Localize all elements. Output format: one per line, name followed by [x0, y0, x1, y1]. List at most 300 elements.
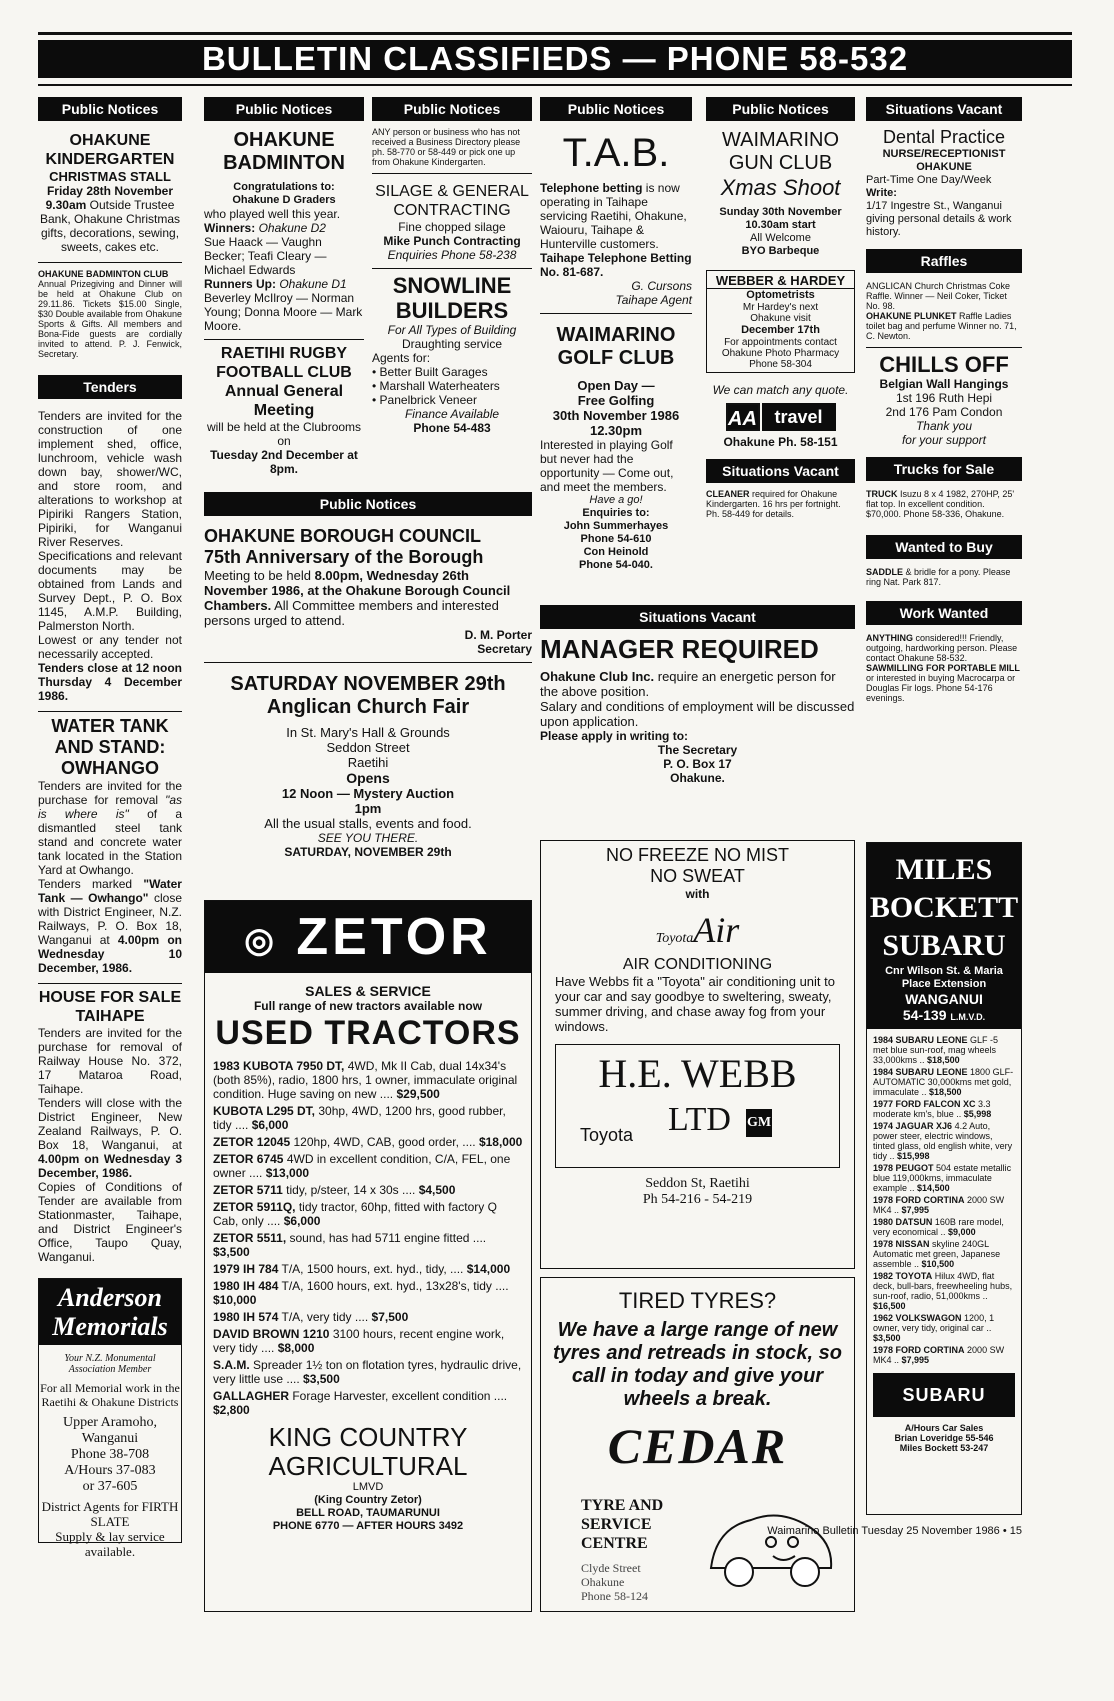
wt-p2c: close with District Engineer, N.Z. Railways, P. O. Box 18, Wanganui at: [38, 891, 183, 947]
tab-sig1: G. Cursons: [631, 279, 692, 293]
fair-l4: Opens: [346, 770, 390, 786]
bd-rteam: Ohakune D1: [279, 277, 347, 291]
snowline-fin: Finance Available: [404, 407, 500, 421]
tractor-price: $18,000: [478, 1135, 523, 1149]
rugby-when: Tuesday 2nd December at 8pm.: [210, 448, 358, 476]
miles-bockett-header: [867, 843, 1021, 1029]
car-desc: skyline 240GL Automatic met green, Japanese assemble: [873, 1239, 1001, 1269]
tractor-desc: T/A, 1600 hours, ext. hyd., 13x28's, tidy: [281, 1279, 492, 1293]
column-4: [866, 97, 1022, 703]
tractor-desc: tidy tractor, 60hp, fitted with factory Q Cab, only: [213, 1200, 497, 1228]
tractor-item: ZETOR 5511, sound, has had 5711 engine fitted .... $3,500: [213, 1231, 487, 1259]
tractor-price: $3,500: [213, 1245, 250, 1259]
tractor-desc: T/A, 1500 hours, ext. hyd., tidy,: [281, 1262, 447, 1276]
webber-l2: Mr Hardey's next: [742, 302, 819, 313]
golf-notice: [540, 324, 692, 572]
watertank-title: WATER TANK AND STAND: OWHANGO: [51, 716, 169, 778]
car-price: $16,500: [873, 1301, 906, 1311]
anderson-l6: A/Hours 37-083: [64, 1463, 156, 1478]
toyota-script: Toyota: [655, 931, 694, 946]
car-desc: 160B rare model, very economical: [873, 1217, 1004, 1237]
manager-p3: Please apply in writing to:: [540, 729, 689, 743]
silage-l2: Mike Punch Contracting: [383, 234, 521, 248]
tractor-desc: T/A, very tidy: [281, 1310, 352, 1324]
fair-l5: 12 Noon — Mystery Auction: [281, 786, 455, 801]
car-item: 1982 TOYOTA Hilux 4WD, flat deck, bull-bars, freewheeling hubs, sun-roof, radio, 51,000kms .. $16,500: [873, 1271, 1013, 1311]
tractor-price: $29,500: [396, 1087, 440, 1101]
chills-off-ad: [866, 352, 1022, 447]
truck-t: Isuzu 8 x 4 1982, 270HP, 25' flat top. In excellent condition. $70,000. Phone 58-336, Ohakune.: [866, 489, 1015, 519]
car-name: 1978 NISSAN: [873, 1239, 930, 1249]
webber-l6: Phone 58-304: [749, 359, 812, 370]
car-item: 1984 SUBARU LEONE 1800 GLF-AUTOMATIC 30,000kms met gold, immaculate .. $18,500: [873, 1067, 1014, 1097]
silage-l1: Fine chopped silage: [398, 220, 506, 234]
fair-notice: [204, 673, 532, 859]
snowline-b2: Marshall Waterheaters: [379, 379, 500, 393]
kinder-time: 9.30am: [45, 198, 87, 212]
freeze-ac: AIR CONDITIONING: [622, 956, 773, 973]
snowline-ph: Phone 54-483: [413, 421, 491, 435]
zetor-range: Full range of new tractors available now: [253, 999, 483, 1013]
badminton-notice: [204, 129, 364, 333]
zetor-ad: [204, 900, 532, 1612]
tractor-price: $10,000: [213, 1293, 257, 1307]
freeze-ph: Ph 54-216 - 54-219: [642, 1192, 753, 1207]
car-price: $5,998: [963, 1109, 992, 1119]
badminton-played: who played well this year.: [204, 207, 341, 221]
tractor-name: ZETOR 12045: [213, 1135, 291, 1149]
tab-b3: Taihape Telephone Betting No. 81-687.: [540, 251, 692, 279]
situations-vacant-header: Situations Vacant: [706, 459, 855, 483]
house-p3: Copies of Conditions of Tender are available from Stationmaster, Taihape, and District Engineer's Office, Taupo Quay, Wanganui.: [38, 1180, 182, 1264]
rugby-notice: [204, 344, 364, 476]
car-desc: 2000 SW MK4: [873, 1345, 1005, 1365]
gun-l4: BYO Barbeque: [741, 245, 820, 257]
public-notices-header: Public Notices: [38, 97, 182, 121]
tractor-desc: sound, has had 5711 engine fitted: [289, 1231, 470, 1245]
tractor-price: $2,800: [213, 1403, 250, 1417]
chills-l1: 1st 196 Ruth Hepi: [895, 391, 993, 405]
badminton-congrats: Congratulations to:: [233, 181, 335, 193]
webber-l5: For appointments contact Ohakune Photo Pharmacy: [721, 337, 840, 359]
house-sale-notice: [38, 988, 182, 1264]
car-item: 1977 FORD FALCON XC 3.3 moderate km's, blue .. $5,998: [873, 1099, 992, 1119]
anderson-memorials-ad: [38, 1278, 182, 1559]
fair-l3: Raetihi: [347, 755, 389, 770]
car-desc: GLF -5 met blue sun-roof, mag wheels 33,000kms: [873, 1035, 999, 1065]
car-desc: 2000 SW MK4: [873, 1195, 1005, 1215]
car-item: 1962 VOLKSWAGON 1200, 1 owner, very tidy, original car .. $3,500: [873, 1313, 995, 1343]
fair-t1: SATURDAY NOVEMBER 29th: [230, 673, 506, 695]
work-wanted-header: Work Wanted: [866, 601, 1022, 625]
car-item: 1978 PEUGOT 504 estate metallic blue 119,000kms, immaculate example .. $14,500: [873, 1163, 1012, 1193]
zetor-lmvd: LMVD: [352, 1481, 384, 1493]
zetor-logo: [205, 901, 531, 973]
car-item: 1984 SUBARU LEONE GLF -5 met blue sun-roof, mag wheels 33,000kms .. $18,500: [873, 1035, 999, 1065]
page-footer: Waimarino Bulletin Tuesday 25 November 1986 • 15: [767, 1525, 1022, 1537]
borough-t1: OHAKUNE BOROUGH COUNCIL: [204, 526, 481, 546]
car-name: 1984 SUBARU LEONE: [873, 1035, 968, 1045]
tractor-item: ZETOR 6745 4WD in excellent condition, C/A, FEL, one owner .... $13,000: [213, 1152, 511, 1180]
tenders-header: Tenders: [38, 375, 182, 399]
tractor-item: S.A.M. Spreader 1½ ton on flotation tyres, hydraulic drive, very little use .... $3,500: [213, 1358, 522, 1386]
anderson-title-1: Anderson: [57, 1283, 163, 1312]
manager-a1: The Secretary: [657, 743, 738, 757]
gun-l1: Sunday 30th November: [719, 206, 842, 218]
subaru-logo: SUBARU: [873, 1373, 1015, 1417]
tab-b2: is now operating in Taihape servicing Raetihi, Ohakune, Waiouru, Taihape & Hunterville customers.: [540, 181, 687, 251]
tractor-desc: 120hp, 4WD, CAB, good order,: [293, 1135, 459, 1149]
manager-p2: Salary and conditions of employment will be discussed upon application.: [540, 699, 855, 729]
car-desc: 4.2 Auto, power steer, electric windows, tinted glass, old english white, very tidy: [873, 1121, 1013, 1161]
freeze-t1: NO FREEZE NO MIST: [605, 845, 789, 865]
miles-m3: SUBARU: [882, 929, 1006, 962]
car-name: 1982 TOYOTA: [873, 1271, 933, 1281]
car-item: 1978 FORD CORTINA 2000 SW MK4 .. $7,995: [873, 1195, 1005, 1215]
anderson-l5: Phone 38-708: [70, 1447, 150, 1462]
house-p2b: 4.00pm on Wednesday 3 December, 1986.: [38, 1152, 182, 1180]
car-desc: Hilux 4WD, flat deck, bull-bars, freewheeling hubs, sun-roof, radio, 51,000kms: [873, 1271, 1013, 1301]
gun-l3: All Welcome: [750, 232, 811, 244]
directory-notice: ANY person or business who has not received a Business Directory please ph. 58-770 or 58-449 or pick one up from Ohakune Kindergarten.: [372, 127, 521, 167]
dental-l3: Part-Time One Day/Week: [866, 174, 992, 186]
zetor-phone: PHONE 6770 — AFTER HOURS 3492: [272, 1520, 464, 1532]
cedar-ad: [540, 1277, 855, 1612]
gun-club-notice: [706, 129, 855, 258]
public-notices-header: Public Notices: [372, 97, 532, 121]
miles-a2: Place Extension: [901, 978, 987, 990]
truck-n: TRUCK: [866, 489, 898, 499]
tab-b1: Telephone betting: [540, 181, 643, 195]
work-n: ANYTHING: [866, 633, 913, 643]
fair-t2: Anglican Church Fair: [266, 696, 470, 718]
chills-l4: for your support: [901, 433, 987, 447]
fair-l1: In St. Mary's Hall & Grounds: [286, 725, 450, 740]
fair-l7: All the usual stalls, events and food.: [264, 816, 472, 831]
webber-l3: Ohakune visit: [750, 313, 811, 324]
chills-sub: Belgian Wall Hangings: [879, 377, 1009, 391]
dental-ad: [866, 127, 1022, 239]
hewebb-ltd: LTD: [668, 1101, 731, 1138]
borough-notice: [204, 526, 532, 656]
miles-m2: BOCKETT: [869, 891, 1019, 924]
miles-m1: MILES: [895, 853, 993, 886]
raffle-t3: Raffle Ladies toilet bag and perfume Winner no. 71, C. Newton.: [866, 311, 1017, 341]
borough-b3: All Committee members and interested persons urged to attend.: [204, 598, 499, 628]
tractor-item: 1980 IH 484 T/A, 1600 hours, ext. hyd., 13x28's, tidy .... $10,000: [213, 1279, 509, 1307]
tractor-price: $6,000: [283, 1214, 321, 1228]
webber-l4: December 17th: [741, 324, 820, 336]
tractor-item: 1979 IH 784 T/A, 1500 hours, ext. hyd., tidy, .... $14,000: [213, 1262, 511, 1276]
tractor-price: $6,000: [251, 1118, 289, 1132]
golf-e2: Phone 54-610: [580, 533, 652, 545]
miles-a1: Cnr Wilson St. & Maria: [885, 965, 1003, 977]
car-item: 1978 FORD CORTINA 2000 SW MK4 .. $7,995: [873, 1345, 1005, 1365]
public-notices-header: Public Notices: [204, 492, 532, 516]
tractor-desc: 4WD, Mk II Cab, dual 14x34's (both 85%), radio, 1800 hrs, 1 owner, immaculate original condition. Huge saving on new: [213, 1059, 518, 1101]
silage-l3: Enquiries Phone 58-238: [387, 248, 517, 262]
hewebb-toyota: Toyota: [580, 1125, 634, 1145]
tenders-p4: Tenders close at 12 noon Thursday 4 December 1986.: [38, 661, 182, 703]
manager-a2: P. O. Box 17: [663, 757, 732, 771]
raffles-header: Raffles: [866, 249, 1022, 273]
tenders-p1: Tenders are invited for the construction of one implement shed, office, lunchroom, vehicle wash down bay, shower/WC, and store room, and alterations to workshop at Pipiriki Rangers Station, Pipiriki, for Wanganui River Reserves.: [38, 409, 182, 549]
chills-l3: Thank you: [915, 419, 973, 433]
car-name: 1978 FORD CORTINA: [873, 1345, 965, 1355]
car-name: 1974 JAGUAR XJ6: [873, 1121, 953, 1131]
fair-l2: Seddon Street: [326, 740, 410, 755]
house-title: HOUSE FOR SALE TAIHAPE: [38, 989, 182, 1025]
wt-p2b: "Water Tank — Owhango": [38, 877, 182, 905]
webber-title: WEBBER & HARDEY: [707, 273, 854, 289]
manager-title: MANAGER REQUIRED: [540, 634, 819, 664]
tenders-p2: Specifications and relevant documents may be obtained from Lands and Survey Dept., P. O. Box 1145, A.M.P. Building, Palmerston North.: [38, 549, 182, 633]
snowline-ad: SNOWLINE BUILDERS For All Types of Building Draughting service Agents for: • Better Built Garages • Marshall Waterheaters • Panelbrick Veneer Finance Available Phone 54-483: [372, 273, 532, 435]
rugby-t2: Annual General Meeting: [224, 383, 344, 419]
webber-l1: Optometrists: [746, 289, 815, 301]
rugby-body: will be held at the Clubrooms on: [206, 420, 362, 448]
cartoon-car-icon: [701, 1498, 841, 1598]
tractor-item: 1980 IH 574 T/A, very tidy .... $7,500: [213, 1310, 409, 1324]
manager-a3: Ohakune.: [670, 771, 725, 785]
golf-l3: 30th November 1986: [552, 408, 680, 423]
tractor-item: ZETOR 5911Q, tidy tractor, 60hp, fitted with factory Q Cab, only .... $6,000: [213, 1200, 497, 1228]
anderson-l8: District Agents for FIRTH SLATE: [41, 1499, 179, 1529]
badminton-graders: Ohakune D Graders: [232, 194, 336, 206]
manager-p1a: Ohakune Club Inc.: [540, 669, 655, 684]
car-desc: 504 estate metallic blue 119,000kms, immaculate example: [873, 1163, 1012, 1193]
aa-travel-ad: [706, 383, 855, 449]
snowline-title: SNOWLINE BUILDERS: [392, 273, 512, 323]
badminton-title: OHAKUNE BADMINTON: [223, 129, 345, 174]
car-price: $7,995: [901, 1355, 930, 1365]
car-price: $7,995: [901, 1205, 930, 1215]
trucks-header: Trucks for Sale: [866, 457, 1022, 481]
toyota-air-logo: [541, 909, 854, 951]
tractor-name: GALLAGHER: [213, 1389, 289, 1403]
golf-l4: 12.30pm: [589, 423, 643, 438]
tractor-item: GALLAGHER Forage Harvester, excellent condition .... $2,800: [213, 1389, 508, 1417]
car-item: 1978 NISSAN skyline 240GL Automatic met green, Japanese assemble .. $10,500: [873, 1239, 1001, 1269]
dental-title: Dental Practice: [882, 127, 1006, 147]
freeze-body: Have Webbs fit a "Toyota" air conditioning unit to your car and say goodbye to sweltering, sweaty, summer driving, and chase away fog from your windows.: [555, 974, 835, 1034]
car-desc: 1800 GLF-AUTOMATIC 30,000kms met gold, immaculate: [873, 1067, 1014, 1097]
travel-logo-text: travel: [762, 403, 836, 431]
borough-sig1: D. M. Porter: [464, 628, 532, 642]
miles-a5: L.M.V.D.: [950, 1012, 986, 1022]
tractor-price: $8,000: [277, 1341, 315, 1355]
badclub-title: OHAKUNE BADMINTON CLUB: [38, 269, 169, 279]
tractor-name: DAVID BROWN 1210: [213, 1327, 330, 1341]
golf-e3: Con Heinold: [583, 546, 649, 558]
golf-go: Have a go!: [589, 494, 643, 506]
badminton-rnames: Beverley McIlroy — Norman Young; Donna Moore — Mark Moore.: [204, 291, 363, 333]
car-price: $10,500: [921, 1259, 955, 1269]
saddle-n: SADDLE: [866, 567, 904, 577]
cedar-a3: Phone 58-124: [581, 1589, 648, 1603]
house-p2a: Tenders will close with the District Engineer, New Zealand Railways, P. O. Box 18, Wanganui, at: [38, 1096, 182, 1152]
cedar-title: TIRED TYRES?: [618, 1288, 777, 1313]
public-notices-header: Public Notices: [204, 97, 364, 121]
cedar-t2: SERVICE: [581, 1516, 652, 1533]
tractor-name: S.A.M.: [213, 1358, 250, 1372]
car-item: 1974 JAGUAR XJ6 4.2 Auto, power steer, electric windows, tinted glass, old english white, very tidy .. $15,998: [873, 1121, 1013, 1161]
kinder-title: OHAKUNE KINDERGARTEN: [45, 132, 175, 168]
zetor-logo-text: ZETOR: [296, 908, 492, 966]
zetor-list: [205, 1059, 531, 1417]
situations-vacant-header: Situations Vacant: [866, 97, 1022, 121]
fair-l6: 1pm: [354, 801, 382, 816]
tractor-name: 1980 IH 484: [213, 1279, 279, 1293]
travel-quote: We can match any quote.: [712, 383, 849, 397]
zetor-sales: SALES & SERVICE: [305, 983, 431, 999]
tractor-name: 1979 IH 784: [213, 1262, 279, 1276]
car-name: 1962 VOLKSWAGON: [873, 1313, 962, 1323]
gun-l2: 10.30am start: [745, 219, 816, 231]
anderson-l7: or 37-605: [82, 1479, 138, 1494]
tractor-item: 1983 KUBOTA 7950 DT, 4WD, Mk II Cab, dual 14x34's (both 85%), radio, 1800 hrs, 1 owner, immaculate original condition. Huge saving on new .... $29,500: [213, 1059, 518, 1101]
cedar-logo: CEDAR: [607, 1418, 788, 1474]
wanted-header: Wanted to Buy: [866, 535, 1022, 559]
miles-ah2: Miles Bockett 53-247: [899, 1443, 989, 1453]
cedar-t3: CENTRE: [581, 1535, 648, 1552]
raffle-t: ANGLICAN Church Christmas Coke Raffle. Winner — Neil Coker, Ticket No. 98.: [866, 281, 1011, 311]
anderson-l9: Supply & lay service available.: [55, 1529, 165, 1559]
dental-l2: OHAKUNE: [916, 161, 972, 173]
golf-e1: John Summerhayes: [563, 520, 669, 532]
car-name: 1978 FORD CORTINA: [873, 1195, 965, 1205]
car-price: $15,998: [897, 1151, 930, 1161]
borough-b2: 8.00pm, Wednesday 26th November 1986, at the Ohakune Borough Council Chambers.: [204, 568, 511, 613]
golf-l2: Free Golfing: [577, 393, 655, 408]
anderson-l3: For all Memorial work in the Raetihi & Ohakune Districts: [40, 1381, 180, 1409]
tractor-price: $13,000: [265, 1166, 310, 1180]
tractor-desc: 30hp, 4WD, 1200 hrs, good rubber, tidy: [213, 1104, 506, 1132]
anderson-title-2: Memorials: [52, 1312, 168, 1341]
wt-p1c: of a dismantled steel tank stand and concrete water tank located in the Station Yard at Owhango.: [38, 807, 182, 877]
tractor-name: 1983 KUBOTA 7950 DT,: [213, 1059, 345, 1073]
travel-ph: Ohakune Ph. 58-151: [723, 435, 838, 449]
tractor-name: 1980 IH 574: [213, 1310, 279, 1324]
work-n2: SAWMILLING FOR PORTABLE MILL: [866, 663, 1020, 673]
snowline-l2: Agents for:: [372, 351, 431, 365]
chills-title: CHILLS OFF: [879, 352, 1009, 377]
public-notices-header: Public Notices: [706, 97, 855, 121]
zetor-used: USED TRACTORS: [215, 1014, 521, 1052]
tractor-price: $4,500: [418, 1183, 456, 1197]
gun-title: WAIMARINO GUN CLUB: [721, 129, 840, 174]
gun-xmas: Xmas Shoot: [720, 175, 841, 200]
anderson-l4: Upper Aramoho, Wanganui: [62, 1415, 158, 1446]
silage-title: SILAGE & GENERAL CONTRACTING: [375, 183, 529, 219]
badclub-body: Annual Prizegiving and Dinner will be held at Ohakune Club on 29.11.86. Tickets $15.00 Single, $30 Double available from Ohakune Sports & Gifts. All members and Bona-Fide guests are cordially invited to attend. P. J. Fenwick, Secretary.: [38, 279, 182, 359]
zetor-addr: BELL ROAD, TAUMARUNUI: [296, 1507, 440, 1519]
golf-e4: Phone 54-040.: [579, 559, 653, 571]
hewebb-name: H.E. WEBB: [598, 1051, 797, 1096]
cedar-a2: Ohakune: [581, 1575, 625, 1589]
golf-enq: Enquiries to:: [582, 507, 650, 519]
fair-l9: SATURDAY, NOVEMBER 29th: [284, 845, 452, 859]
cedar-body: We have a large range of new tyres and retreads in stock, so call in today and give your wheels a break.: [552, 1319, 842, 1410]
cedar-t1: TYRE AND: [581, 1497, 664, 1514]
car-list: [867, 1029, 1021, 1365]
snowline-b3: Panelbrick Veneer: [379, 393, 477, 407]
water-tank-notice: [38, 716, 182, 975]
tractor-name: KUBOTA L295 DT,: [213, 1104, 316, 1118]
gm-logo-icon: GM: [746, 1109, 772, 1137]
borough-sig2: Secretary: [477, 642, 532, 656]
tractor-price: $3,500: [303, 1372, 340, 1386]
car-price: $9,000: [948, 1227, 976, 1237]
manager-p1b: require an energetic person for the above position.: [540, 669, 836, 699]
golf-title: WAIMARINO GOLF CLUB: [556, 324, 676, 369]
bd-runners: Runners Up:: [204, 277, 276, 291]
saddle-t: & bridle for a pony. Please ring Nat. Park 817.: [866, 567, 1011, 587]
bd-wteam: Ohakune D2: [258, 221, 326, 235]
tractor-name: ZETOR 6745: [213, 1152, 284, 1166]
badminton-wnames: Sue Haack — Vaughn Becker; Teafi Cleary — Michael Edwards: [204, 235, 327, 277]
car-name: 1978 PEUGOT: [873, 1163, 934, 1173]
tractor-name: ZETOR 5511,: [213, 1231, 287, 1245]
silage-ad: [372, 182, 532, 262]
tractor-price: $7,500: [371, 1310, 409, 1324]
tractor-desc: tidy, p/steer, 14 x 30s: [286, 1183, 399, 1197]
dental-l5: 1/17 Ingestre St., Wanganui giving personal details & work history.: [866, 200, 1012, 238]
hewebb-logo: [555, 1044, 840, 1168]
miles-ah: A/Hours Car Sales: [904, 1423, 984, 1433]
cedar-a1: Clyde Street: [581, 1561, 641, 1575]
golf-l1: Open Day —: [577, 378, 655, 393]
car-name: 1980 DATSUN: [873, 1217, 933, 1227]
badminton-club-notice: [38, 269, 182, 359]
tractor-name: ZETOR 5711: [213, 1183, 283, 1197]
raffle-t2: OHAKUNE PLUNKET: [866, 311, 957, 321]
dental-l4: Write:: [866, 187, 897, 199]
tractor-desc: 4WD in excellent condition, C/A, FEL, one owner: [213, 1152, 511, 1180]
miles-ah1: Brian Loveridge 55-546: [894, 1433, 994, 1443]
column-1: [38, 97, 183, 1559]
tractor-item: ZETOR 5711 tidy, p/steer, 14 x 30s .... $4,500: [213, 1183, 456, 1197]
anderson-l1: Your N.Z. Monumental: [64, 1353, 156, 1364]
car-desc: 3.3 moderate km's, blue: [873, 1099, 991, 1119]
miles-a3: WANGANUI: [905, 991, 983, 1007]
tractor-price: $14,000: [466, 1262, 511, 1276]
wt-p1b: "as is where is": [38, 793, 183, 821]
borough-t2: 75th Anniversary of the Borough: [204, 547, 484, 567]
snowline-b1: Better Built Garages: [379, 365, 488, 379]
miles-a4: 54-139: [902, 1007, 947, 1023]
aa-travel-logo: [726, 403, 836, 431]
car-price: $18,500: [927, 1055, 960, 1065]
borough-b1: Meeting to be held: [204, 568, 311, 583]
toyota-air-ad: [540, 840, 855, 1269]
wt-p1a: Tenders are invited for the purchase for removal: [38, 779, 182, 807]
bd-winners: Winners:: [204, 221, 256, 235]
car-name: 1977 FORD FALCON XC: [873, 1099, 976, 1109]
house-p1: Tenders are invited for the purchase for removal of Railway House No. 372, 17 Mataroa Road, Taihape.: [38, 1026, 182, 1096]
zetor-kz: (King Country Zetor): [314, 1494, 422, 1506]
aa-logo-text: AA: [726, 403, 760, 431]
zetor-king: KING COUNTRY AGRICULTURAL: [268, 1422, 468, 1481]
cleaner-t: required for Ohakune Kindergarten. 16 hrs per fortnight. Ph. 58-449 for details.: [706, 489, 841, 519]
work-t: considered!!! Friendly, outgoing, hardworking person. Please contact Ohakune 58-532.: [866, 633, 1018, 663]
classifieds-banner: BULLETIN CLASSIFIEDS — PHONE 58-532: [38, 40, 1072, 78]
wt-p2a: Tenders marked: [38, 877, 133, 891]
golf-body: Interested in playing Golf but never had the opportunity — Come out, and meet the members.: [540, 438, 674, 494]
cleaner-n: CLEANER: [706, 489, 750, 499]
tractor-item: KUBOTA L295 DT, 30hp, 4WD, 1200 hrs, good rubber, tidy .... $6,000: [213, 1104, 506, 1132]
tractor-item: DAVID BROWN 1210 3100 hours, recent engine work, very tidy .... $8,000: [213, 1327, 505, 1355]
